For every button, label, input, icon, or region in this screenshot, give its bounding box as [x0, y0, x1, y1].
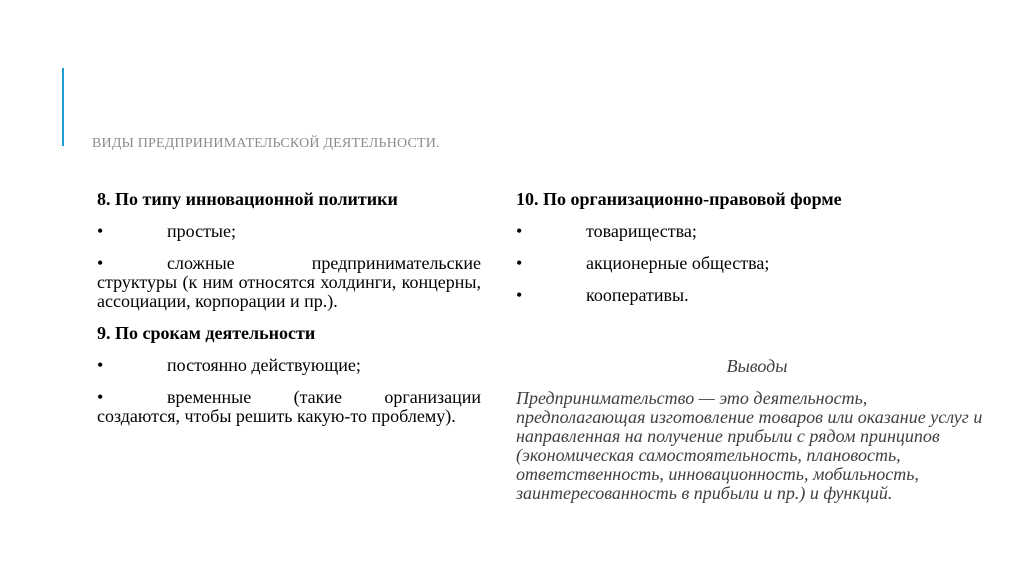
section-8-heading: 8. По типу инновационной политики	[97, 189, 398, 209]
right-column	[516, 190, 998, 318]
bullet-icon: •	[516, 253, 523, 273]
list-item-text: товарищества;	[586, 221, 697, 241]
list-item-text: простые;	[167, 221, 237, 241]
left-column	[97, 190, 481, 439]
list-item	[516, 222, 998, 241]
summary-title: Выводы	[726, 356, 788, 376]
list-item	[97, 222, 481, 241]
bullet-icon: •	[516, 221, 523, 241]
bullet-icon: •	[516, 285, 523, 305]
list-item	[97, 388, 481, 426]
list-item-text: кооперативы.	[586, 285, 689, 305]
bullet-icon: •	[97, 355, 104, 375]
list-item	[97, 254, 481, 311]
title-accent-bar	[62, 68, 64, 146]
list-item	[516, 254, 998, 273]
list-item-text: временные (такие организации создаются, чтобы решить какую-то проблему).	[97, 387, 481, 426]
section-9-heading: 9. По срокам деятельности	[97, 323, 316, 343]
bullet-icon: •	[97, 221, 104, 241]
list-item	[516, 286, 998, 305]
summary-text: Предпринимательство — это деятельность, предполагающая изготовление товаров или оказание услуг и направленная на получение прибыли с рядом принципов (экономическая самостоятельность, плановость, ответственность, инновационность, мобильность, заинтересованность в прибыли и пр.) и функций.	[516, 388, 983, 503]
list-item-text: сложные предпринимательские структуры (к ним относятся холдинги, концерны, ассоциации, корпорации и пр.).	[97, 253, 481, 311]
list-item-text: постоянно действующие;	[167, 355, 361, 375]
bullet-icon: •	[97, 253, 104, 273]
list-item-text: акционерные общества;	[586, 253, 770, 273]
slide-title: ВИДЫ ПРЕДПРИНИМАТЕЛЬСКОЙ ДЕЯТЕЛЬНОСТИ.	[92, 136, 440, 151]
section-10-heading: 10. По организационно-правовой форме	[516, 189, 842, 209]
list-item	[97, 356, 481, 375]
bullet-icon: •	[97, 387, 104, 407]
